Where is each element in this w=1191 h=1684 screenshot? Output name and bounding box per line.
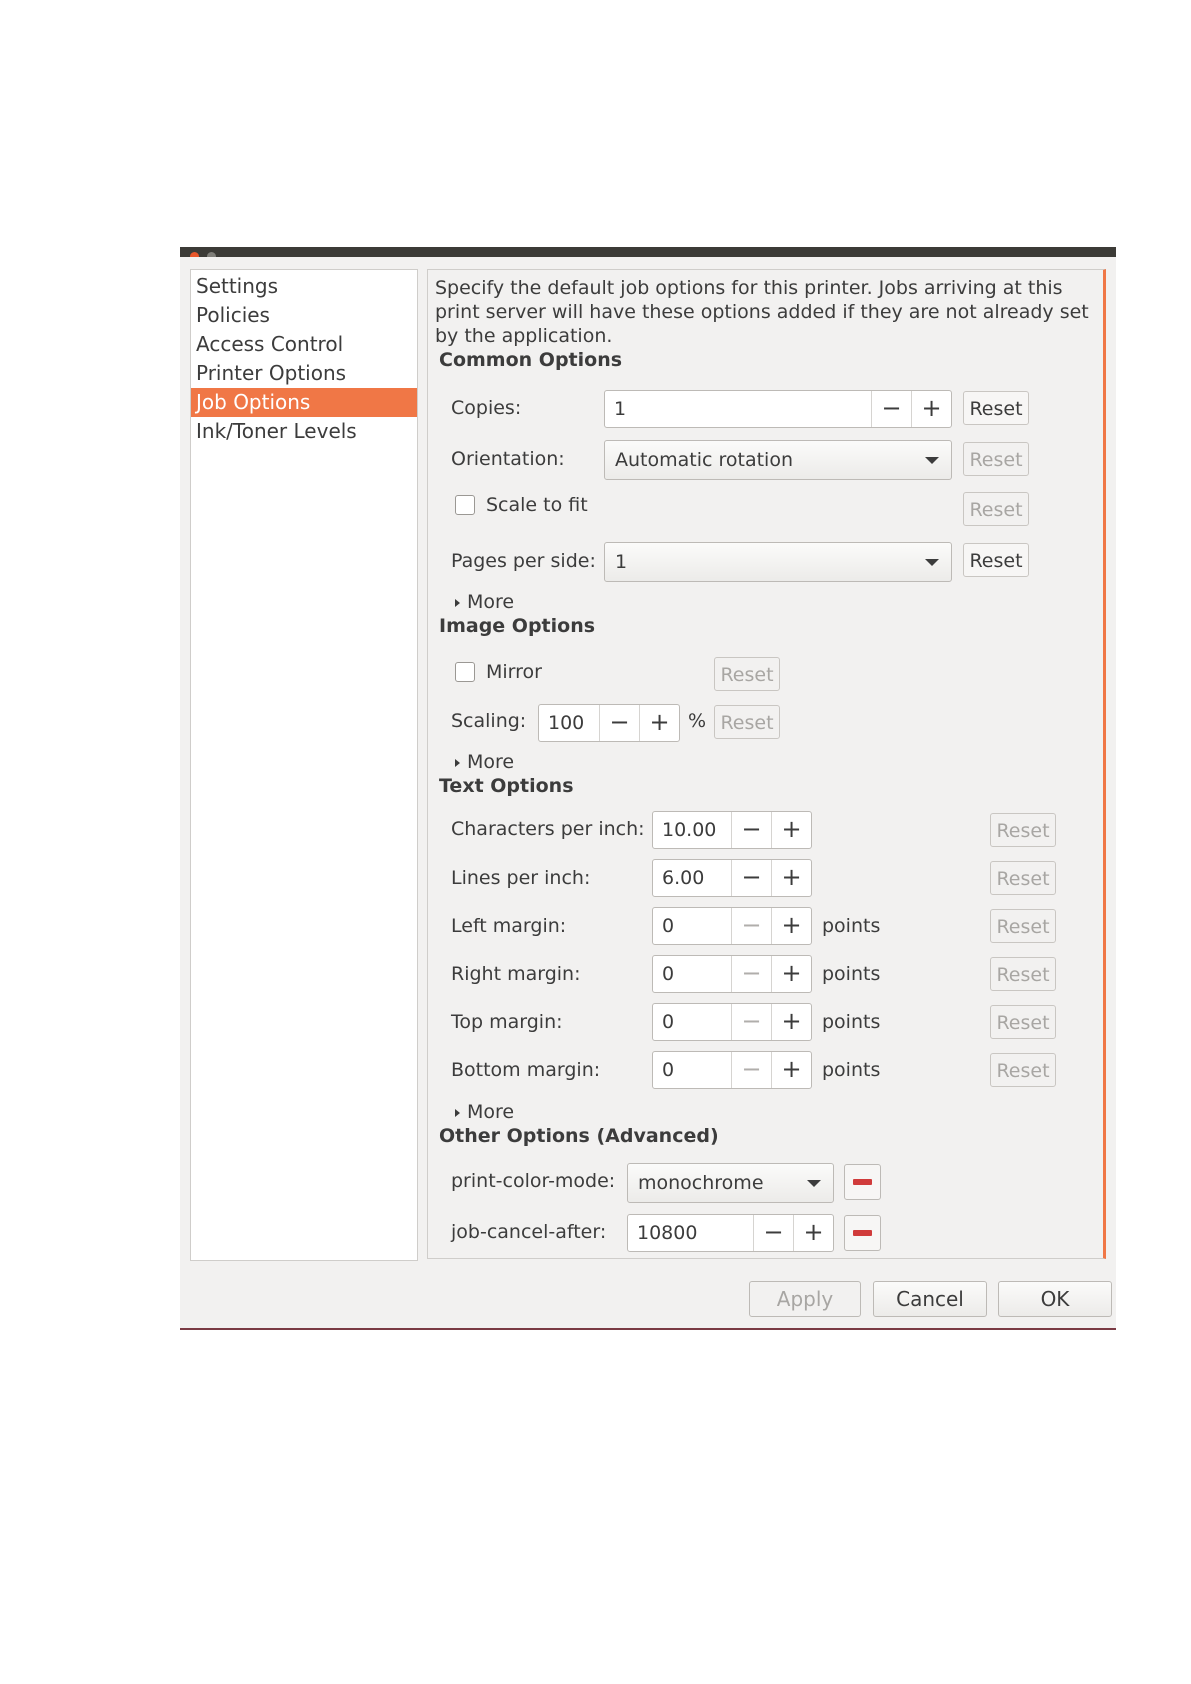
- right-margin-unit: points: [822, 963, 881, 985]
- scaling-spinner[interactable]: [538, 704, 680, 742]
- left-margin-label: Left margin:: [451, 915, 567, 937]
- common-more-expander[interactable]: [455, 591, 514, 613]
- left-margin-spinner[interactable]: [652, 907, 812, 945]
- chevron-down-icon: [925, 457, 939, 464]
- sidebar-item-job-options[interactable]: Job Options: [191, 388, 417, 417]
- right-margin-increment-button[interactable]: +: [771, 956, 811, 992]
- print-color-mode-label: print-color-mode:: [451, 1170, 616, 1192]
- copies-label: Copies:: [451, 397, 522, 419]
- top-margin-label: Top margin:: [451, 1011, 563, 1033]
- scaling-unit: %: [688, 710, 707, 732]
- scaling-increment-button[interactable]: +: [639, 705, 679, 741]
- chevron-down-icon: [807, 1180, 821, 1187]
- lpi-spinner[interactable]: [652, 859, 812, 897]
- top-margin-reset-button[interactable]: Reset: [990, 1005, 1056, 1039]
- job-cancel-after-label: job-cancel-after:: [451, 1221, 607, 1243]
- scale-to-fit-reset-button[interactable]: Reset: [963, 492, 1029, 526]
- left-margin-decrement-button[interactable]: −: [731, 908, 771, 944]
- lpi-label: Lines per inch:: [451, 867, 591, 889]
- lpi-value[interactable]: 6.00: [662, 867, 705, 889]
- image-options-heading: Image Options: [439, 615, 596, 637]
- orientation-value: Automatic rotation: [615, 449, 793, 471]
- top-margin-increment-button[interactable]: +: [771, 1004, 811, 1040]
- cpi-label: Characters per inch:: [451, 818, 645, 840]
- scaling-decrement-button[interactable]: −: [599, 705, 639, 741]
- copies-reset-button[interactable]: Reset: [963, 391, 1029, 425]
- mirror-label: Mirror: [486, 661, 542, 683]
- sidebar-item-settings[interactable]: Settings: [196, 274, 279, 298]
- scaling-reset-button[interactable]: Reset: [714, 705, 780, 739]
- scale-to-fit-checkbox[interactable]: [455, 495, 475, 515]
- pages-per-side-label: Pages per side:: [451, 550, 596, 572]
- scale-to-fit-label: Scale to fit: [486, 494, 588, 516]
- top-margin-value[interactable]: 0: [662, 1011, 675, 1033]
- pages-per-side-reset-button[interactable]: Reset: [963, 543, 1029, 577]
- bottom-margin-decrement-button[interactable]: −: [731, 1052, 771, 1088]
- cpi-value[interactable]: 10.00: [662, 819, 717, 841]
- cpi-decrement-button[interactable]: −: [731, 812, 771, 848]
- remove-icon: [853, 1179, 872, 1185]
- sidebar-item-policies[interactable]: Policies: [196, 303, 270, 327]
- pages-per-side-value: 1: [615, 551, 628, 573]
- ok-button[interactable]: OK: [998, 1281, 1112, 1317]
- print-color-mode-value: monochrome: [638, 1172, 764, 1194]
- copies-spinner[interactable]: [604, 390, 952, 428]
- lpi-decrement-button[interactable]: −: [731, 860, 771, 896]
- orientation-reset-button[interactable]: Reset: [963, 442, 1029, 476]
- mirror-checkbox[interactable]: [455, 662, 475, 682]
- more-label: More: [467, 751, 515, 773]
- top-margin-decrement-button[interactable]: −: [731, 1004, 771, 1040]
- bottom-margin-label: Bottom margin:: [451, 1059, 601, 1081]
- job-cancel-after-spinner[interactable]: [627, 1214, 834, 1252]
- job-cancel-after-value[interactable]: 10800: [637, 1222, 698, 1244]
- copies-decrement-button[interactable]: −: [871, 391, 911, 427]
- copies-increment-button[interactable]: +: [911, 391, 951, 427]
- cpi-reset-button[interactable]: Reset: [990, 813, 1056, 847]
- other-options-heading: Other Options (Advanced): [439, 1125, 719, 1147]
- left-margin-increment-button[interactable]: +: [771, 908, 811, 944]
- sidebar-item-ink-toner-levels[interactable]: Ink/Toner Levels: [196, 419, 357, 443]
- scaling-value[interactable]: 100: [548, 712, 585, 734]
- chevron-down-icon: [925, 559, 939, 566]
- more-label: More: [467, 1101, 515, 1123]
- text-more-expander[interactable]: [455, 1101, 514, 1123]
- orientation-label: Orientation:: [451, 448, 565, 470]
- print-color-mode-dropdown[interactable]: [627, 1163, 834, 1203]
- left-margin-reset-button[interactable]: Reset: [990, 909, 1056, 943]
- lpi-reset-button[interactable]: Reset: [990, 861, 1056, 895]
- more-label: More: [467, 591, 515, 613]
- bottom-margin-spinner[interactable]: [652, 1051, 812, 1089]
- bottom-margin-reset-button[interactable]: Reset: [990, 1053, 1056, 1087]
- sidebar-item-printer-options[interactable]: Printer Options: [196, 361, 347, 385]
- right-margin-decrement-button[interactable]: −: [731, 956, 771, 992]
- scaling-label: Scaling:: [451, 710, 527, 732]
- sidebar-item-access-control[interactable]: Access Control: [196, 332, 344, 356]
- expander-arrow-icon: [455, 759, 460, 767]
- left-margin-unit: points: [822, 915, 881, 937]
- bottom-margin-increment-button[interactable]: +: [771, 1052, 811, 1088]
- text-options-heading: Text Options: [439, 775, 574, 797]
- expander-arrow-icon: [455, 1109, 460, 1117]
- right-margin-label: Right margin:: [451, 963, 581, 985]
- titlebar: [180, 247, 1116, 257]
- remove-job-cancel-after-button[interactable]: [844, 1215, 881, 1251]
- close-window-icon[interactable]: [190, 252, 199, 257]
- right-margin-reset-button[interactable]: Reset: [990, 957, 1056, 991]
- printer-properties-window: [180, 247, 1116, 1330]
- right-margin-value[interactable]: 0: [662, 963, 675, 985]
- top-margin-unit: points: [822, 1011, 881, 1033]
- cpi-spinner[interactable]: [652, 811, 812, 849]
- right-margin-spinner[interactable]: [652, 955, 812, 993]
- copies-value[interactable]: 1: [614, 398, 627, 420]
- remove-icon: [853, 1230, 872, 1236]
- cpi-increment-button[interactable]: +: [771, 812, 811, 848]
- job-cancel-after-decrement-button[interactable]: −: [753, 1215, 793, 1251]
- apply-button[interactable]: Apply: [749, 1281, 861, 1317]
- sidebar: [190, 269, 418, 1261]
- common-options-heading: Common Options: [439, 349, 623, 371]
- lpi-increment-button[interactable]: +: [771, 860, 811, 896]
- job-options-panel: [427, 269, 1106, 1259]
- pages-per-side-dropdown[interactable]: [604, 542, 952, 582]
- minimize-window-icon[interactable]: [207, 252, 216, 257]
- bottom-margin-value[interactable]: 0: [662, 1059, 675, 1081]
- orientation-dropdown[interactable]: [604, 440, 952, 480]
- description-text: Specify the default job options for this printer. Jobs arriving at this print server will have these options added if they are not already set by the application.: [435, 277, 1089, 347]
- image-more-expander[interactable]: [455, 751, 514, 773]
- remove-print-color-mode-button[interactable]: [844, 1164, 881, 1200]
- top-margin-spinner[interactable]: [652, 1003, 812, 1041]
- bottom-margin-unit: points: [822, 1059, 881, 1081]
- expander-arrow-icon: [455, 599, 460, 607]
- left-margin-value[interactable]: 0: [662, 915, 675, 937]
- mirror-reset-button[interactable]: Reset: [714, 657, 780, 691]
- cancel-button[interactable]: Cancel: [873, 1281, 987, 1317]
- job-cancel-after-increment-button[interactable]: +: [793, 1215, 833, 1251]
